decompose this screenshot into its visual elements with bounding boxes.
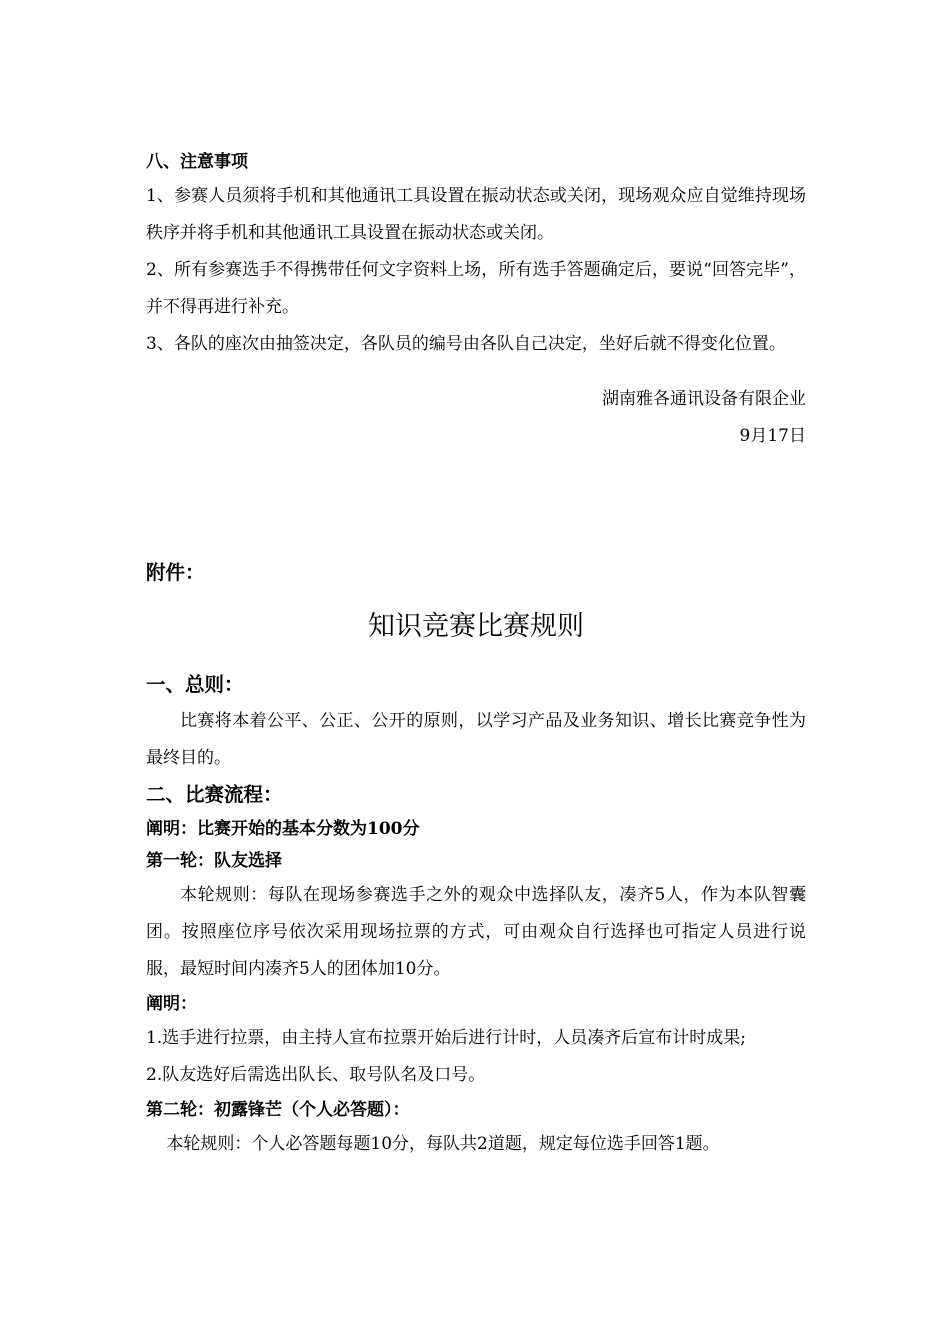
round2-heading: 第二轮：初露锋芒（个人必答题）： bbox=[146, 1100, 410, 1120]
round1-note-1: 1.选手进行拉票，由主持人宣布拉票开始后进行计时，人员凑齐后宣布计时成果; bbox=[146, 1028, 746, 1048]
general-text: 比赛将本着公平、公正、公开的原则，以学习产品及业务知识、增长比赛竞争性为最终目的。 bbox=[146, 711, 806, 768]
note-item-2: 2、所有参赛选手不得携带任何文字资料上场，所有选手答题确定后，要说“回答完毕”，并不得再进行补充。 bbox=[146, 260, 806, 317]
general-heading: 一、总则： bbox=[146, 673, 244, 696]
process-note: 阐明：比赛开始的基本分数为100分 bbox=[146, 819, 420, 839]
process-heading: 二、比赛流程： bbox=[146, 783, 283, 806]
round1-rule: 本轮规则：每队在现场参赛选手之外的观众中选择队友，凑齐5人，作为本队智囊团。按照座位序号依次采用现场拉票的方式，可由观众自行选择也可指定人员进行说服，最短时间内凑齐5人的团体加10分。 bbox=[146, 885, 806, 979]
attachment-label: 附件： bbox=[146, 561, 205, 584]
note-item-3: 3、各队的座次由抽签决定，各队员的编号由各队自己决定，坐好后就不得变化位置。 bbox=[146, 334, 786, 354]
round2-rule: 本轮规则：个人必答题每题10分，每队共2道题，规定每位选手回答1题。 bbox=[166, 1134, 720, 1154]
signature-company: 湖南雅各通讯设备有限企业 bbox=[602, 389, 806, 409]
section-heading-notes: 八、注意事项 bbox=[146, 152, 248, 172]
document-page bbox=[146, 146, 806, 1163]
note-item-1: 1、参赛人员须将手机和其他通讯工具设置在振动状态或关闭，现场观众应自觉维持现场秩序并将手机和其他通讯工具设置在振动状态或关闭。 bbox=[146, 186, 806, 243]
signature-date: 9月17日 bbox=[739, 426, 806, 446]
round1-note-label: 阐明： bbox=[146, 994, 197, 1014]
attachment-title: 知识竞赛比赛规则 bbox=[368, 611, 584, 642]
round1-note-2: 2.队友选好后需选出队长、取号队名及口号。 bbox=[146, 1065, 486, 1085]
round1-heading: 第一轮：队友选择 bbox=[146, 851, 282, 871]
